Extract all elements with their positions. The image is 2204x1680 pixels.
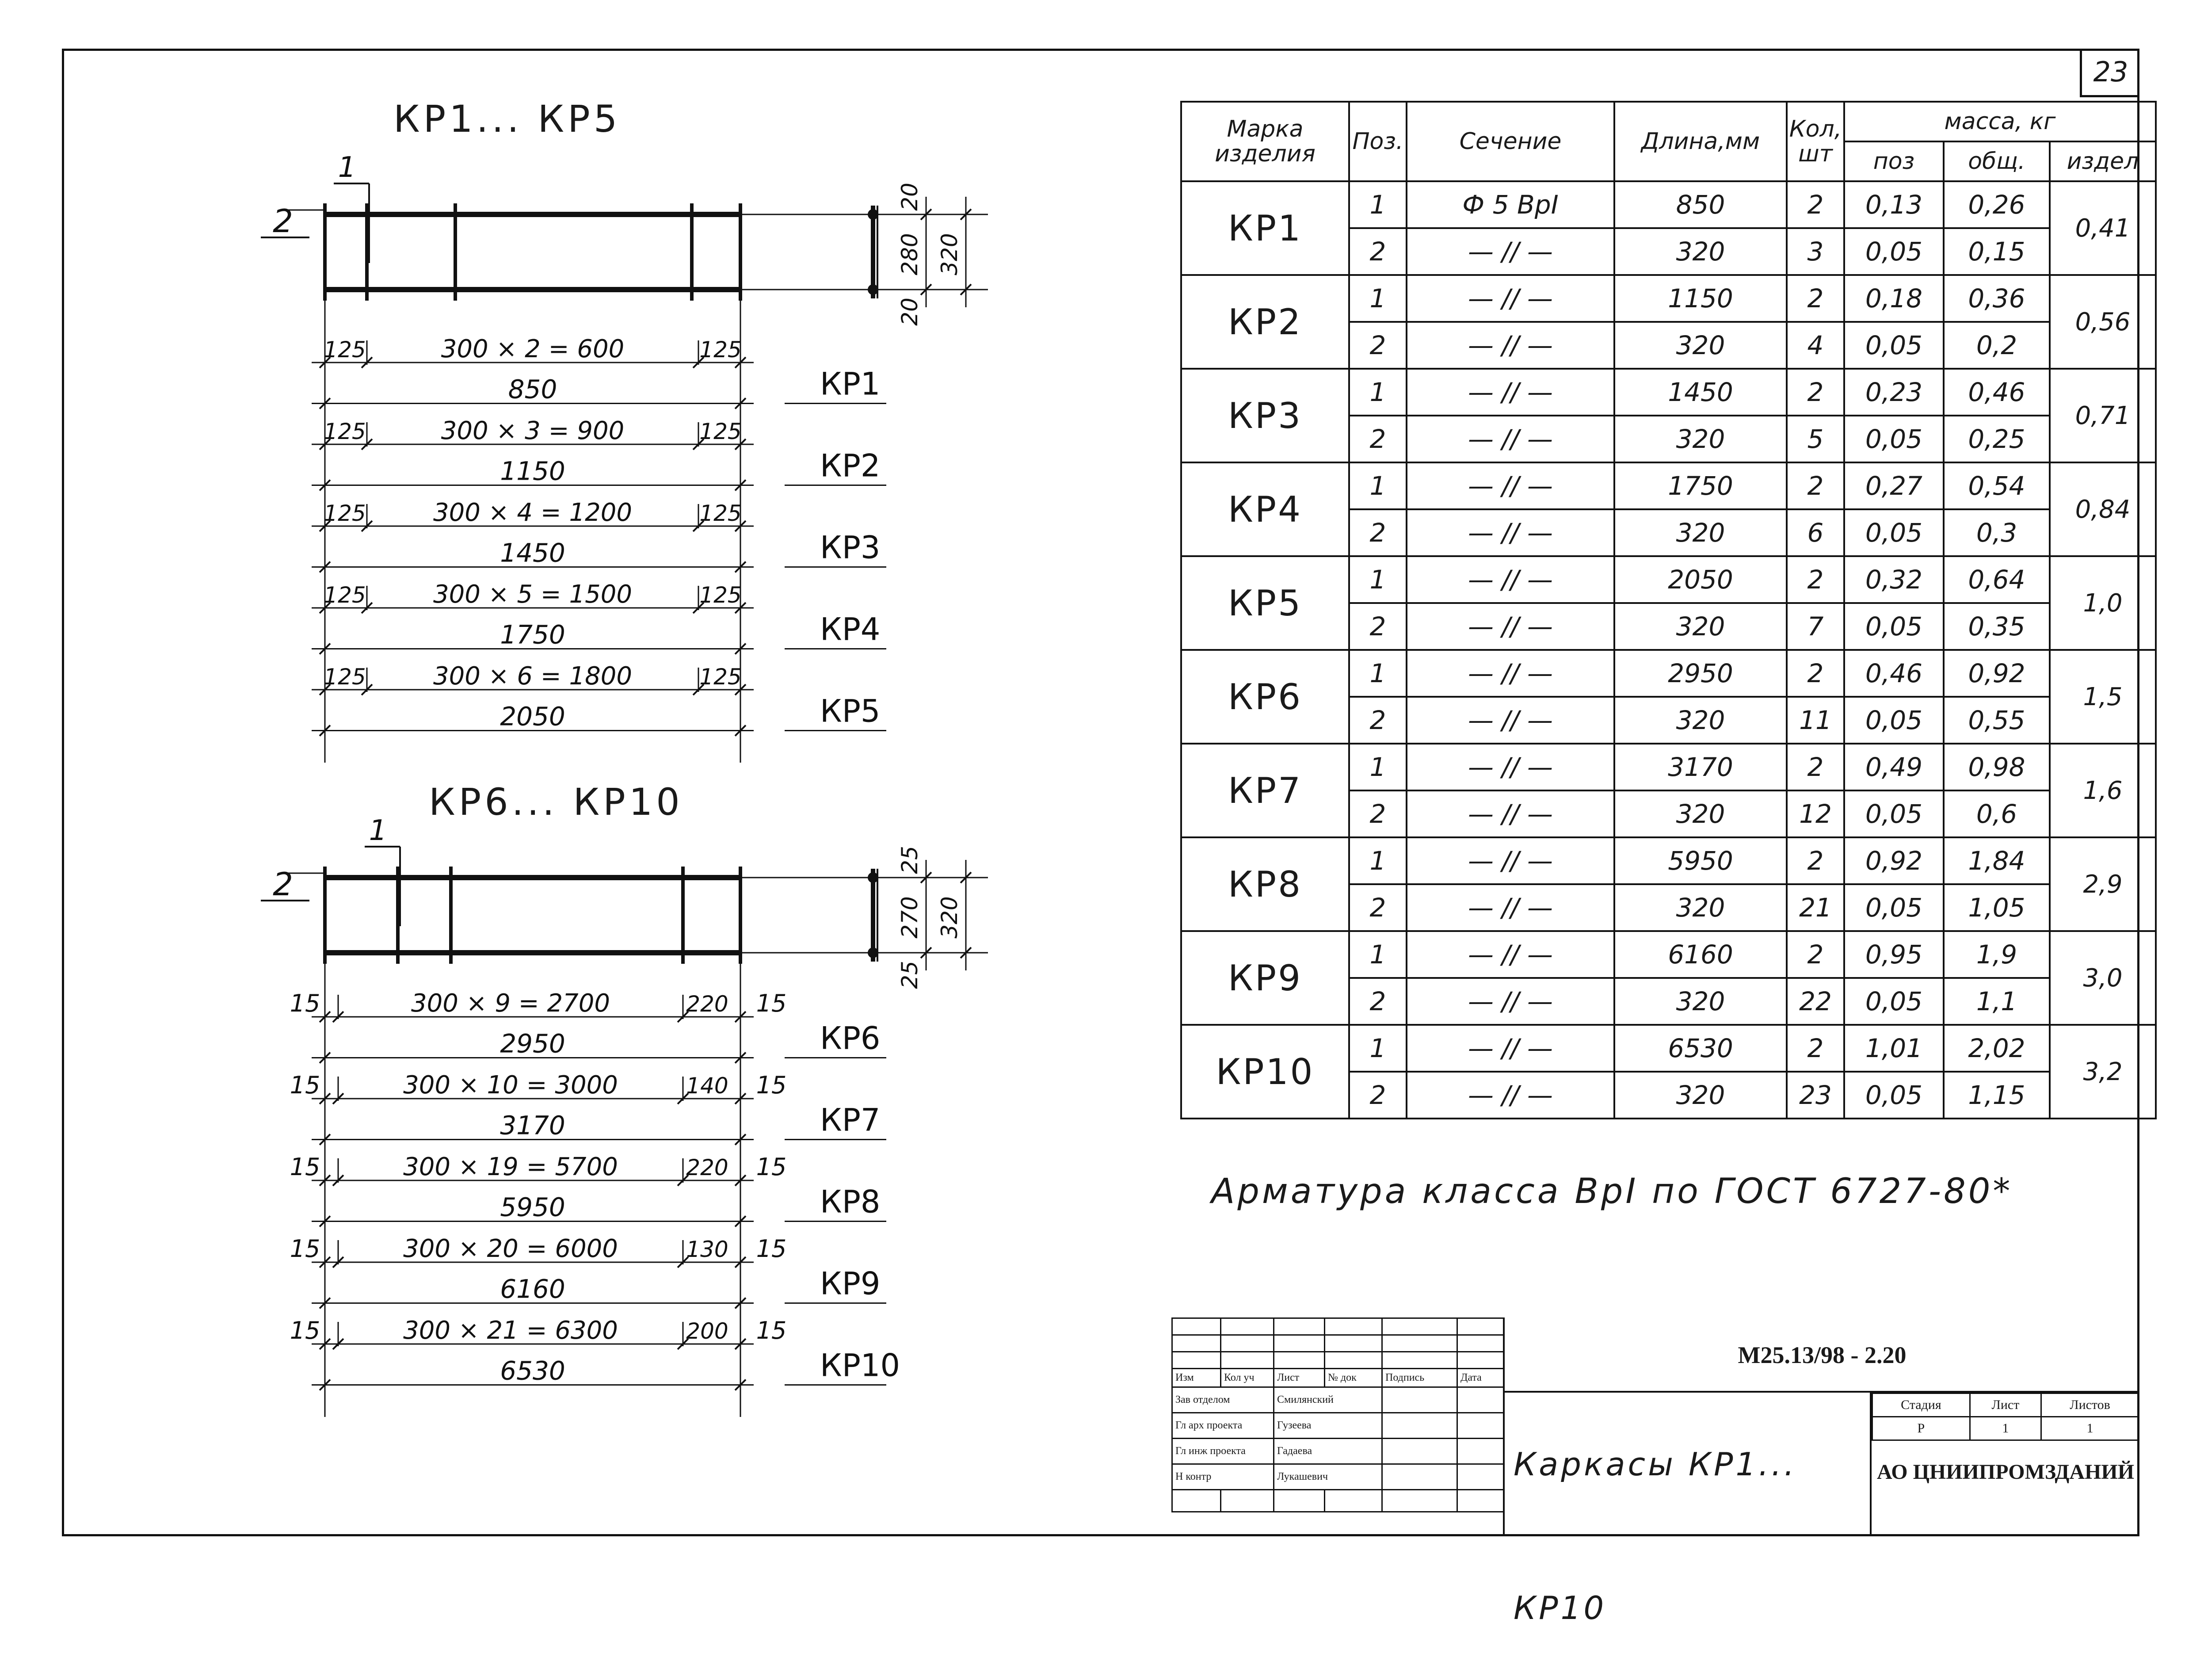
signature-role: Гл инж проекта <box>1172 1439 1274 1464</box>
blank-cell <box>1172 1335 1221 1352</box>
blank-cell <box>1221 1335 1274 1352</box>
cell-mass-pos: 0,27 <box>1844 462 1944 509</box>
frame-mark: КР4 <box>820 611 881 648</box>
header-mass-pos: поз <box>1844 141 1944 181</box>
dim-right: 125 <box>699 582 742 608</box>
cell-pos: 2 <box>1349 509 1407 556</box>
stage-label: Стадия <box>1872 1394 1970 1417</box>
stage-value: 1 <box>1970 1417 2041 1440</box>
cell-mass-total: 0,64 <box>1944 556 2050 603</box>
section-dim-top: 25 <box>897 846 923 874</box>
header-qty: Кол, шт <box>1787 102 1844 181</box>
signature-date <box>1457 1387 1504 1413</box>
section-dim-bottom: 25 <box>897 961 923 989</box>
blank-cell <box>1221 1352 1274 1369</box>
header-pos: Поз. <box>1349 102 1407 181</box>
cell-mass-total: 0,35 <box>1944 603 2050 650</box>
cell-mass-pos: 0,05 <box>1844 697 1944 744</box>
cell-section: — // — <box>1407 462 1614 509</box>
cell-qty: 23 <box>1787 1072 1844 1119</box>
section-dim-overall: 320 <box>937 233 962 275</box>
dim-end: 15 <box>756 1235 787 1263</box>
cell-mass-total: 0,54 <box>1944 462 2050 509</box>
section-rebar-dot <box>868 209 878 220</box>
cell-mass-total: 0,46 <box>1944 369 2050 416</box>
cell-length: 1150 <box>1614 275 1787 322</box>
cell-section: — // — <box>1407 978 1614 1025</box>
cell-length: 6160 <box>1614 931 1787 978</box>
cell-mark: КР8 <box>1181 837 1349 931</box>
dim-left: 125 <box>324 419 366 444</box>
dim-right: 125 <box>699 337 742 363</box>
signature-person: Гузеева <box>1274 1413 1382 1439</box>
dim-left: 15 <box>290 1071 320 1099</box>
specification-table <box>1180 101 2157 1119</box>
stage-value: Р <box>1872 1417 1970 1440</box>
blank-cell <box>1457 1490 1504 1512</box>
cell-length: 1750 <box>1614 462 1787 509</box>
cell-section: — // — <box>1407 744 1614 790</box>
signature-person: Лукашевич <box>1274 1464 1382 1490</box>
cell-qty: 6 <box>1787 509 1844 556</box>
cell-qty: 2 <box>1787 650 1844 697</box>
dim-right: 130 <box>686 1237 728 1262</box>
header-cell: № док <box>1325 1369 1382 1387</box>
cell-pos: 1 <box>1349 650 1407 697</box>
dim-end: 15 <box>756 1153 787 1181</box>
signature-mark <box>1382 1387 1457 1413</box>
cell-qty: 2 <box>1787 181 1844 228</box>
signature-table <box>1171 1317 1504 1512</box>
cell-qty: 2 <box>1787 462 1844 509</box>
frame-mark: КР10 <box>820 1347 900 1384</box>
cell-pos: 1 <box>1349 1025 1407 1072</box>
section-dim-bottom: 20 <box>897 298 923 326</box>
section-dim-overall: 320 <box>937 896 962 939</box>
cell-section: — // — <box>1407 790 1614 837</box>
blank-cell <box>1221 1318 1274 1335</box>
cell-section: — // — <box>1407 884 1614 931</box>
cell-length: 320 <box>1614 978 1787 1025</box>
dim-total: 2950 <box>500 1028 565 1059</box>
cell-qty: 5 <box>1787 416 1844 462</box>
cell-mass-pos: 0,05 <box>1844 603 1944 650</box>
cell-pos: 1 <box>1349 931 1407 978</box>
dim-left: 125 <box>324 664 366 690</box>
dim-total: 850 <box>508 374 557 405</box>
cell-section: — // — <box>1407 697 1614 744</box>
cell-mass-pos: 0,05 <box>1844 978 1944 1025</box>
dim-end: 15 <box>756 1317 787 1344</box>
blank-cell <box>1325 1335 1382 1352</box>
cell-mass-item: 0,84 <box>2050 462 2156 556</box>
dim-middle: 300 × 3 = 900 <box>441 416 625 445</box>
cell-mass-total: 0,2 <box>1944 322 2050 369</box>
signature-mark <box>1382 1439 1457 1464</box>
dim-right: 140 <box>686 1073 728 1099</box>
dim-left: 15 <box>290 1153 320 1181</box>
dim-middle: 300 × 5 = 1500 <box>433 580 633 609</box>
dim-total: 2050 <box>500 701 565 732</box>
frame-mark: КР2 <box>820 447 881 484</box>
cell-mass-pos: 0,18 <box>1844 275 1944 322</box>
organization-name: АО ЦНИИПРОМЗДАНИЙ <box>1876 1460 2135 1484</box>
cell-mass-total: 1,9 <box>1944 931 2050 978</box>
cell-mass-pos: 0,05 <box>1844 1072 1944 1119</box>
callout-position-2: 2 <box>273 202 293 240</box>
cell-length: 320 <box>1614 509 1787 556</box>
cell-mass-total: 0,55 <box>1944 697 2050 744</box>
header-mark: Марка изделия <box>1181 102 1349 181</box>
cell-length: 3170 <box>1614 744 1787 790</box>
cell-length: 320 <box>1614 697 1787 744</box>
header-section: Сечение <box>1407 102 1614 181</box>
cell-section: — // — <box>1407 275 1614 322</box>
dim-middle: 300 × 9 = 2700 <box>411 989 610 1018</box>
cell-qty: 7 <box>1787 603 1844 650</box>
cell-length: 2950 <box>1614 650 1787 697</box>
signature-mark <box>1382 1464 1457 1490</box>
drawing-code: М25.13/98 - 2.20 <box>1503 1317 2139 1393</box>
section-dim-middle: 270 <box>897 896 923 939</box>
table-row <box>1181 650 2156 697</box>
cell-mark: КР1 <box>1181 181 1349 275</box>
section-rebar-dot <box>868 872 878 883</box>
table-row <box>1181 181 2156 228</box>
dim-middle: 300 × 2 = 600 <box>441 335 625 363</box>
signature-date <box>1457 1464 1504 1490</box>
section-dim-middle: 280 <box>897 233 923 275</box>
cell-section: — // — <box>1407 556 1614 603</box>
cell-pos: 1 <box>1349 556 1407 603</box>
cell-section: — // — <box>1407 509 1614 556</box>
table-row <box>1181 931 2156 978</box>
cell-mass-item: 3,2 <box>2050 1025 2156 1119</box>
table-row <box>1181 369 2156 416</box>
blank-cell <box>1382 1318 1457 1335</box>
cell-qty: 3 <box>1787 228 1844 275</box>
stage-block <box>1870 1393 2139 1536</box>
cell-mass-item: 0,71 <box>2050 369 2156 462</box>
cell-mass-total: 2,02 <box>1944 1025 2050 1072</box>
callout-position-2: 2 <box>273 866 293 903</box>
blank-cell <box>1325 1490 1382 1512</box>
cell-qty: 2 <box>1787 837 1844 884</box>
cell-mass-pos: 0,05 <box>1844 790 1944 837</box>
frame-mark: КР6 <box>820 1020 881 1057</box>
cell-qty: 2 <box>1787 275 1844 322</box>
dim-total: 1750 <box>500 619 565 650</box>
cell-qty: 12 <box>1787 790 1844 837</box>
cell-mass-total: 0,25 <box>1944 416 2050 462</box>
dim-left: 15 <box>290 1235 320 1263</box>
dim-right: 220 <box>686 1155 728 1180</box>
cell-length: 1450 <box>1614 369 1787 416</box>
cell-qty: 11 <box>1787 697 1844 744</box>
cell-length: 2050 <box>1614 556 1787 603</box>
cell-mass-item: 0,41 <box>2050 181 2156 275</box>
cell-mass-total: 1,84 <box>1944 837 2050 884</box>
cell-mass-pos: 1,01 <box>1844 1025 1944 1072</box>
frame-mark: КР1 <box>820 366 881 402</box>
cell-qty: 2 <box>1787 556 1844 603</box>
cell-mass-item: 3,0 <box>2050 931 2156 1025</box>
cell-length: 320 <box>1614 790 1787 837</box>
stage-value: 1 <box>2041 1417 2139 1440</box>
cell-pos: 2 <box>1349 416 1407 462</box>
dim-total: 6530 <box>500 1355 565 1386</box>
dim-total: 3170 <box>500 1110 565 1141</box>
blank-cell <box>1274 1352 1325 1369</box>
cell-length: 320 <box>1614 1072 1787 1119</box>
stage-label: Лист <box>1970 1394 2041 1417</box>
cell-mass-item: 1,5 <box>2050 650 2156 744</box>
cell-mass-total: 1,1 <box>1944 978 2050 1025</box>
header-cell: Лист <box>1274 1369 1325 1387</box>
cell-pos: 1 <box>1349 369 1407 416</box>
blank-cell <box>1325 1352 1382 1369</box>
title-block <box>1171 1317 2139 1627</box>
dim-end: 15 <box>756 989 787 1017</box>
cell-mass-pos: 0,05 <box>1844 322 1944 369</box>
cell-qty: 21 <box>1787 884 1844 931</box>
blank-cell <box>1382 1352 1457 1369</box>
frame-drawings <box>0 0 1149 1459</box>
cell-mark: КР6 <box>1181 650 1349 744</box>
signature-date <box>1457 1413 1504 1439</box>
blank-cell <box>1457 1318 1504 1335</box>
cell-pos: 2 <box>1349 790 1407 837</box>
frame-mark: КР7 <box>820 1102 881 1138</box>
dim-left: 125 <box>324 500 366 526</box>
cell-mark: КР4 <box>1181 462 1349 556</box>
cell-mass-pos: 0,46 <box>1844 650 1944 697</box>
cell-mass-item: 0,56 <box>2050 275 2156 369</box>
signature-person: Гадаева <box>1274 1439 1382 1464</box>
cell-mass-total: 0,15 <box>1944 228 2050 275</box>
cell-mass-pos: 0,05 <box>1844 228 1944 275</box>
cell-mass-pos: 0,92 <box>1844 837 1944 884</box>
dim-right: 125 <box>699 419 742 444</box>
drawing-name: Каркасы КР1... КР10 <box>1503 1393 1870 1536</box>
header-mass: масса, кг <box>1844 102 2156 141</box>
cell-mark: КР3 <box>1181 369 1349 462</box>
group1-title: КР1... КР5 <box>393 97 621 141</box>
stage-label: Листов <box>2041 1394 2139 1417</box>
table-row <box>1181 837 2156 884</box>
header-mass-item: издел <box>2050 141 2156 181</box>
dim-right: 125 <box>699 500 742 526</box>
callout-position-1: 1 <box>338 151 356 184</box>
cell-pos: 1 <box>1349 744 1407 790</box>
cell-mass-pos: 0,13 <box>1844 181 1944 228</box>
reinforcement-note: Арматура класса ВрI по ГОСТ 6727-80* <box>1211 1172 2013 1211</box>
dim-middle: 300 × 20 = 6000 <box>403 1234 618 1263</box>
callout-position-1: 1 <box>369 814 387 847</box>
dim-left: 125 <box>324 582 366 608</box>
cell-pos: 2 <box>1349 322 1407 369</box>
dim-middle: 300 × 4 = 1200 <box>433 498 633 527</box>
blank-cell <box>1382 1335 1457 1352</box>
dim-middle: 300 × 10 = 3000 <box>403 1071 618 1100</box>
blank-cell <box>1221 1490 1274 1512</box>
blank-cell <box>1274 1490 1325 1512</box>
cell-section: — // — <box>1407 228 1614 275</box>
cell-section: — // — <box>1407 416 1614 462</box>
header-cell: Дата <box>1457 1369 1504 1387</box>
cell-section: — // — <box>1407 931 1614 978</box>
dim-end: 15 <box>756 1071 787 1099</box>
cell-mark: КР10 <box>1181 1025 1349 1119</box>
cell-mass-item: 2,9 <box>2050 837 2156 931</box>
cell-length: 320 <box>1614 416 1787 462</box>
cell-pos: 1 <box>1349 462 1407 509</box>
blank-cell <box>1457 1352 1504 1369</box>
table-row <box>1181 556 2156 603</box>
cell-mark: КР2 <box>1181 275 1349 369</box>
cell-mark: КР5 <box>1181 556 1349 650</box>
stage-table <box>1872 1393 2139 1441</box>
cell-length: 320 <box>1614 884 1787 931</box>
blank-cell <box>1274 1318 1325 1335</box>
header-length: Длина,мм <box>1614 102 1787 181</box>
cell-section: — // — <box>1407 322 1614 369</box>
cell-mass-total: 0,98 <box>1944 744 2050 790</box>
cell-qty: 2 <box>1787 1025 1844 1072</box>
cell-length: 320 <box>1614 603 1787 650</box>
cell-section: — // — <box>1407 1025 1614 1072</box>
cell-mass-total: 1,05 <box>1944 884 2050 931</box>
table-row <box>1181 744 2156 790</box>
cell-mass-total: 0,36 <box>1944 275 2050 322</box>
cell-qty: 2 <box>1787 931 1844 978</box>
blank-cell <box>1172 1318 1221 1335</box>
signature-date <box>1457 1439 1504 1464</box>
cell-pos: 2 <box>1349 978 1407 1025</box>
cell-pos: 2 <box>1349 603 1407 650</box>
blank-cell <box>1274 1335 1325 1352</box>
dim-middle: 300 × 19 = 5700 <box>403 1153 618 1181</box>
cell-pos: 1 <box>1349 275 1407 322</box>
signature-mark <box>1382 1413 1457 1439</box>
cell-mass-pos: 0,95 <box>1844 931 1944 978</box>
section-dim-top: 20 <box>897 183 923 211</box>
cell-qty: 4 <box>1787 322 1844 369</box>
cell-section: — // — <box>1407 837 1614 884</box>
signature-person: Смилянский <box>1274 1387 1382 1413</box>
cell-length: 320 <box>1614 228 1787 275</box>
dim-right: 125 <box>699 664 742 690</box>
table-row <box>1181 462 2156 509</box>
cell-mass-pos: 0,05 <box>1844 884 1944 931</box>
cell-mass-pos: 0,49 <box>1844 744 1944 790</box>
cell-qty: 2 <box>1787 369 1844 416</box>
cell-pos: 1 <box>1349 837 1407 884</box>
cell-qty: 22 <box>1787 978 1844 1025</box>
dim-left: 15 <box>290 989 320 1017</box>
frame-mark: КР5 <box>820 693 881 729</box>
frame-mark: КР3 <box>820 529 881 566</box>
cell-mass-item: 1,0 <box>2050 556 2156 650</box>
header-cell: Подпись <box>1382 1369 1457 1387</box>
dim-left: 15 <box>290 1317 320 1344</box>
cell-mark: КР7 <box>1181 744 1349 837</box>
cell-mass-item: 1,6 <box>2050 744 2156 837</box>
dim-right: 200 <box>686 1318 728 1344</box>
table-row <box>1181 1025 2156 1072</box>
group2-title: КР6... КР10 <box>429 780 683 824</box>
cell-section: — // — <box>1407 650 1614 697</box>
header-cell: Изм <box>1172 1369 1221 1387</box>
dim-middle: 300 × 6 = 1800 <box>433 662 633 691</box>
blank-cell <box>1325 1318 1382 1335</box>
cell-section: Ф 5 ВрI <box>1407 181 1614 228</box>
blank-cell <box>1172 1490 1221 1512</box>
cell-pos: 2 <box>1349 228 1407 275</box>
dim-right: 220 <box>686 991 728 1017</box>
cell-section: — // — <box>1407 369 1614 416</box>
header-mass-total: общ. <box>1944 141 2050 181</box>
cell-mass-total: 0,3 <box>1944 509 2050 556</box>
cell-pos: 2 <box>1349 884 1407 931</box>
cell-length: 6530 <box>1614 1025 1787 1072</box>
frame-mark: КР9 <box>820 1265 881 1302</box>
cell-pos: 2 <box>1349 1072 1407 1119</box>
signature-role: Н контр <box>1172 1464 1274 1490</box>
blank-cell <box>1172 1352 1221 1369</box>
cell-mark: КР9 <box>1181 931 1349 1025</box>
cell-pos: 1 <box>1349 181 1407 228</box>
dim-total: 1150 <box>500 456 565 486</box>
cell-mass-total: 0,26 <box>1944 181 2050 228</box>
cell-pos: 2 <box>1349 697 1407 744</box>
cell-length: 320 <box>1614 322 1787 369</box>
sheet-number: 23 <box>2080 49 2139 97</box>
dim-total: 5950 <box>500 1192 565 1222</box>
dim-left: 125 <box>324 337 366 363</box>
cell-mass-pos: 0,05 <box>1844 509 1944 556</box>
table-row <box>1181 275 2156 322</box>
cell-mass-total: 1,15 <box>1944 1072 2050 1119</box>
cell-length: 5950 <box>1614 837 1787 884</box>
dim-middle: 300 × 21 = 6300 <box>403 1316 618 1345</box>
frame-mark: КР8 <box>820 1184 881 1220</box>
dim-total: 1450 <box>500 538 565 568</box>
signature-role: Гл арх проекта <box>1172 1413 1274 1439</box>
blank-cell <box>1382 1490 1457 1512</box>
cell-section: — // — <box>1407 603 1614 650</box>
section-rebar-dot <box>868 947 878 958</box>
dim-total: 6160 <box>500 1274 565 1304</box>
blank-cell <box>1457 1335 1504 1352</box>
section-rebar-dot <box>868 284 878 295</box>
cell-section: — // — <box>1407 1072 1614 1119</box>
cell-mass-pos: 0,23 <box>1844 369 1944 416</box>
signature-role: Зав отделом <box>1172 1387 1274 1413</box>
cell-length: 850 <box>1614 181 1787 228</box>
cell-mass-total: 0,92 <box>1944 650 2050 697</box>
cell-mass-pos: 0,05 <box>1844 416 1944 462</box>
cell-mass-total: 0,6 <box>1944 790 2050 837</box>
cell-mass-pos: 0,32 <box>1844 556 1944 603</box>
header-cell: Кол уч <box>1221 1369 1274 1387</box>
cell-qty: 2 <box>1787 744 1844 790</box>
